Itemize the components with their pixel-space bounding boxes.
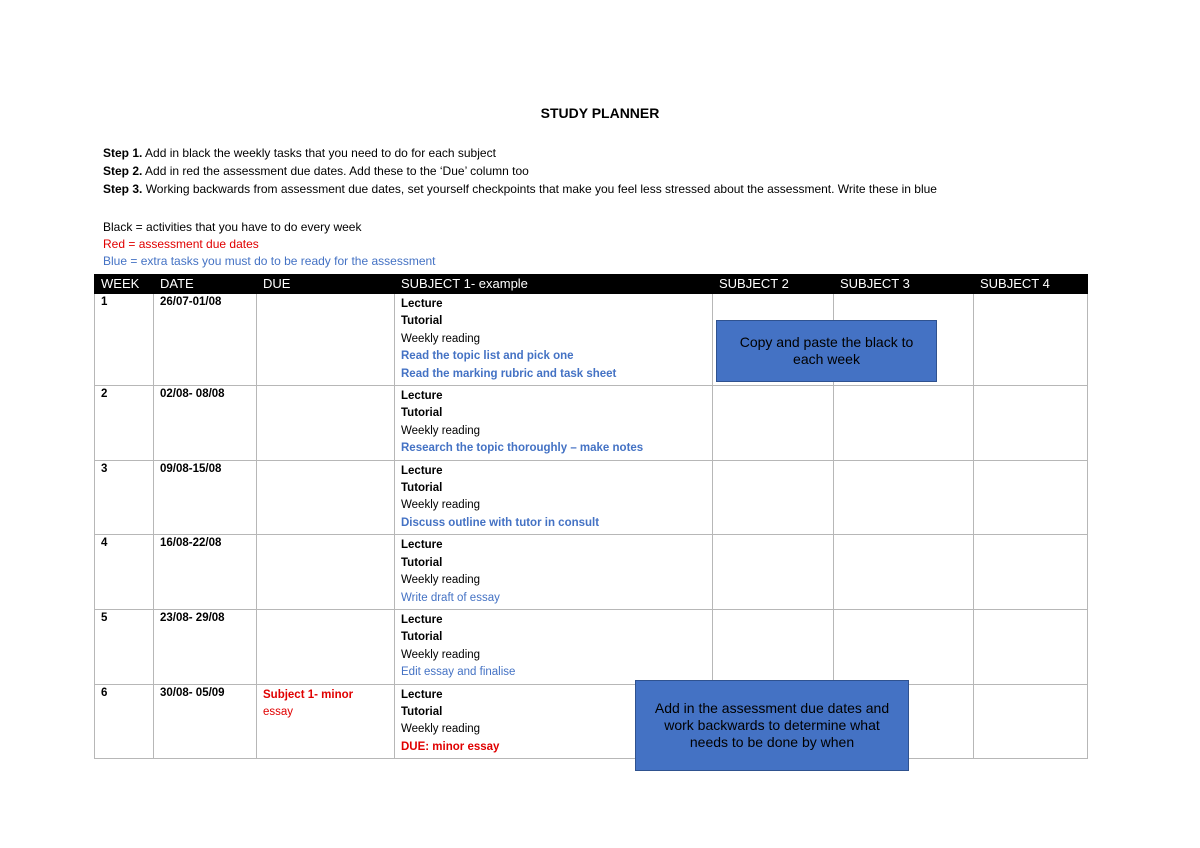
step-1: Step 1. Add in black the weekly tasks that you need to do for each subject: [103, 146, 496, 160]
task-item: Tutorial: [401, 631, 443, 644]
date-range: 23/08- 29/08: [160, 611, 225, 624]
task-item: Read the topic list and pick one: [401, 350, 574, 363]
task-item: Weekly reading: [401, 499, 481, 512]
cell-week[interactable]: [95, 535, 154, 610]
week-number: 2: [101, 388, 108, 401]
date-range: 02/08- 08/08: [160, 388, 225, 401]
cell-subject-2[interactable]: [713, 535, 834, 610]
cell-subject-4[interactable]: [974, 684, 1088, 759]
table-row: [95, 684, 1088, 759]
cell-subject-2[interactable]: [713, 460, 834, 535]
task-item: Tutorial: [401, 705, 443, 718]
cell-subject-2[interactable]: [713, 609, 834, 684]
table-row: [95, 386, 1088, 461]
date-range: 09/08-15/08: [160, 462, 222, 475]
task-item: Weekly reading: [401, 723, 481, 736]
callout-copy-paste: Copy and paste the black to each week: [716, 320, 937, 382]
task-item: Lecture: [401, 298, 443, 310]
cell-week[interactable]: [95, 294, 154, 386]
cell-subject-4[interactable]: [974, 460, 1088, 535]
task-item: Discuss outline with tutor in consult: [401, 516, 600, 529]
cell-date[interactable]: [154, 294, 257, 386]
cell-subject-1[interactable]: [395, 460, 713, 535]
legend-black: Black = activities that you have to do every week: [103, 220, 362, 234]
cell-subject-1[interactable]: [395, 609, 713, 684]
cell-subject-3[interactable]: [834, 460, 974, 535]
table-row: [95, 609, 1088, 684]
task-item: Lecture: [401, 539, 443, 552]
cell-due[interactable]: [257, 460, 395, 535]
cell-date[interactable]: [154, 460, 257, 535]
callout-due-dates: Add in the assessment due dates and work backwards to determine what needs to be done by when: [635, 680, 909, 771]
cell-date[interactable]: [154, 609, 257, 684]
task-item: Weekly reading: [401, 648, 481, 661]
cell-due[interactable]: [257, 684, 395, 759]
cell-date[interactable]: [154, 386, 257, 461]
task-item: Tutorial: [401, 556, 443, 569]
task-item: Weekly reading: [401, 332, 481, 345]
task-item: DUE: minor essay: [401, 740, 500, 753]
cell-week[interactable]: [95, 609, 154, 684]
week-number: 3: [101, 462, 108, 475]
week-number: 1: [101, 296, 108, 308]
cell-week[interactable]: [95, 460, 154, 535]
legend-red: Red = assessment due dates: [103, 237, 259, 251]
cell-due[interactable]: [257, 294, 395, 386]
cell-week[interactable]: [95, 386, 154, 461]
task-item: Lecture: [401, 613, 443, 626]
cell-subject-4[interactable]: [974, 609, 1088, 684]
cell-due[interactable]: [257, 535, 395, 610]
cell-subject-1[interactable]: [395, 535, 713, 610]
header-subject-2: SUBJECT 2: [713, 275, 834, 294]
date-range: 16/08-22/08: [160, 537, 222, 550]
task-item: Write draft of essay: [401, 591, 500, 604]
header-subject-1: SUBJECT 1- example: [395, 275, 713, 294]
cell-due[interactable]: [257, 386, 395, 461]
cell-date[interactable]: [154, 535, 257, 610]
task-item: Tutorial: [401, 407, 443, 420]
due-text: essay: [263, 705, 294, 718]
task-item: Weekly reading: [401, 424, 481, 437]
date-range: 30/08- 05/09: [160, 686, 225, 699]
cell-week[interactable]: [95, 684, 154, 759]
date-range: 26/07-01/08: [160, 296, 222, 308]
task-item: Weekly reading: [401, 574, 481, 587]
header-due: DUE: [257, 275, 395, 294]
cell-subject-1[interactable]: [395, 386, 713, 461]
week-number: 6: [101, 686, 108, 699]
header-subject-4: SUBJECT 4: [974, 275, 1088, 294]
cell-subject-3[interactable]: [834, 386, 974, 461]
task-item: Read the marking rubric and task sheet: [401, 367, 617, 380]
cell-subject-1[interactable]: [395, 294, 713, 386]
color-legend: [103, 219, 436, 270]
study-planner-table: [94, 274, 1088, 759]
header-subject-3: SUBJECT 3: [834, 275, 974, 294]
week-number: 4: [101, 537, 108, 550]
header-date: DATE: [154, 275, 257, 294]
week-number: 5: [101, 611, 108, 624]
cell-subject-4[interactable]: [974, 386, 1088, 461]
header-week: WEEK: [95, 275, 154, 294]
task-item: Tutorial: [401, 315, 443, 328]
cell-subject-3[interactable]: [834, 609, 974, 684]
instructions: [103, 144, 937, 198]
legend-blue: Blue = extra tasks you must do to be ready for the assessment: [103, 254, 436, 268]
task-item: Research the topic thoroughly – make notes: [401, 442, 644, 455]
step-2: Step 2. Add in red the assessment due dates. Add these to the ‘Due’ column too: [103, 164, 529, 178]
page-title: STUDY PLANNER: [540, 105, 660, 121]
cell-subject-4[interactable]: [974, 535, 1088, 610]
cell-due[interactable]: [257, 609, 395, 684]
task-item: Edit essay and finalise: [401, 666, 516, 679]
step-3: Step 3. Working backwards from assessment due dates, set yourself checkpoints that make you feel less stressed about the assessment. Write these in blue: [103, 182, 937, 196]
cell-subject-4[interactable]: [974, 294, 1088, 386]
table-row: [95, 535, 1088, 610]
task-item: Lecture: [401, 390, 443, 403]
task-item: Lecture: [401, 688, 443, 701]
cell-date[interactable]: [154, 684, 257, 759]
task-item: Tutorial: [401, 482, 443, 495]
table-row: [95, 294, 1088, 386]
cell-subject-2[interactable]: [713, 386, 834, 461]
due-text: Subject 1- minor: [263, 688, 354, 701]
task-item: Lecture: [401, 464, 443, 477]
table-row: [95, 460, 1088, 535]
table-header-row: [95, 275, 1088, 294]
cell-subject-3[interactable]: [834, 535, 974, 610]
